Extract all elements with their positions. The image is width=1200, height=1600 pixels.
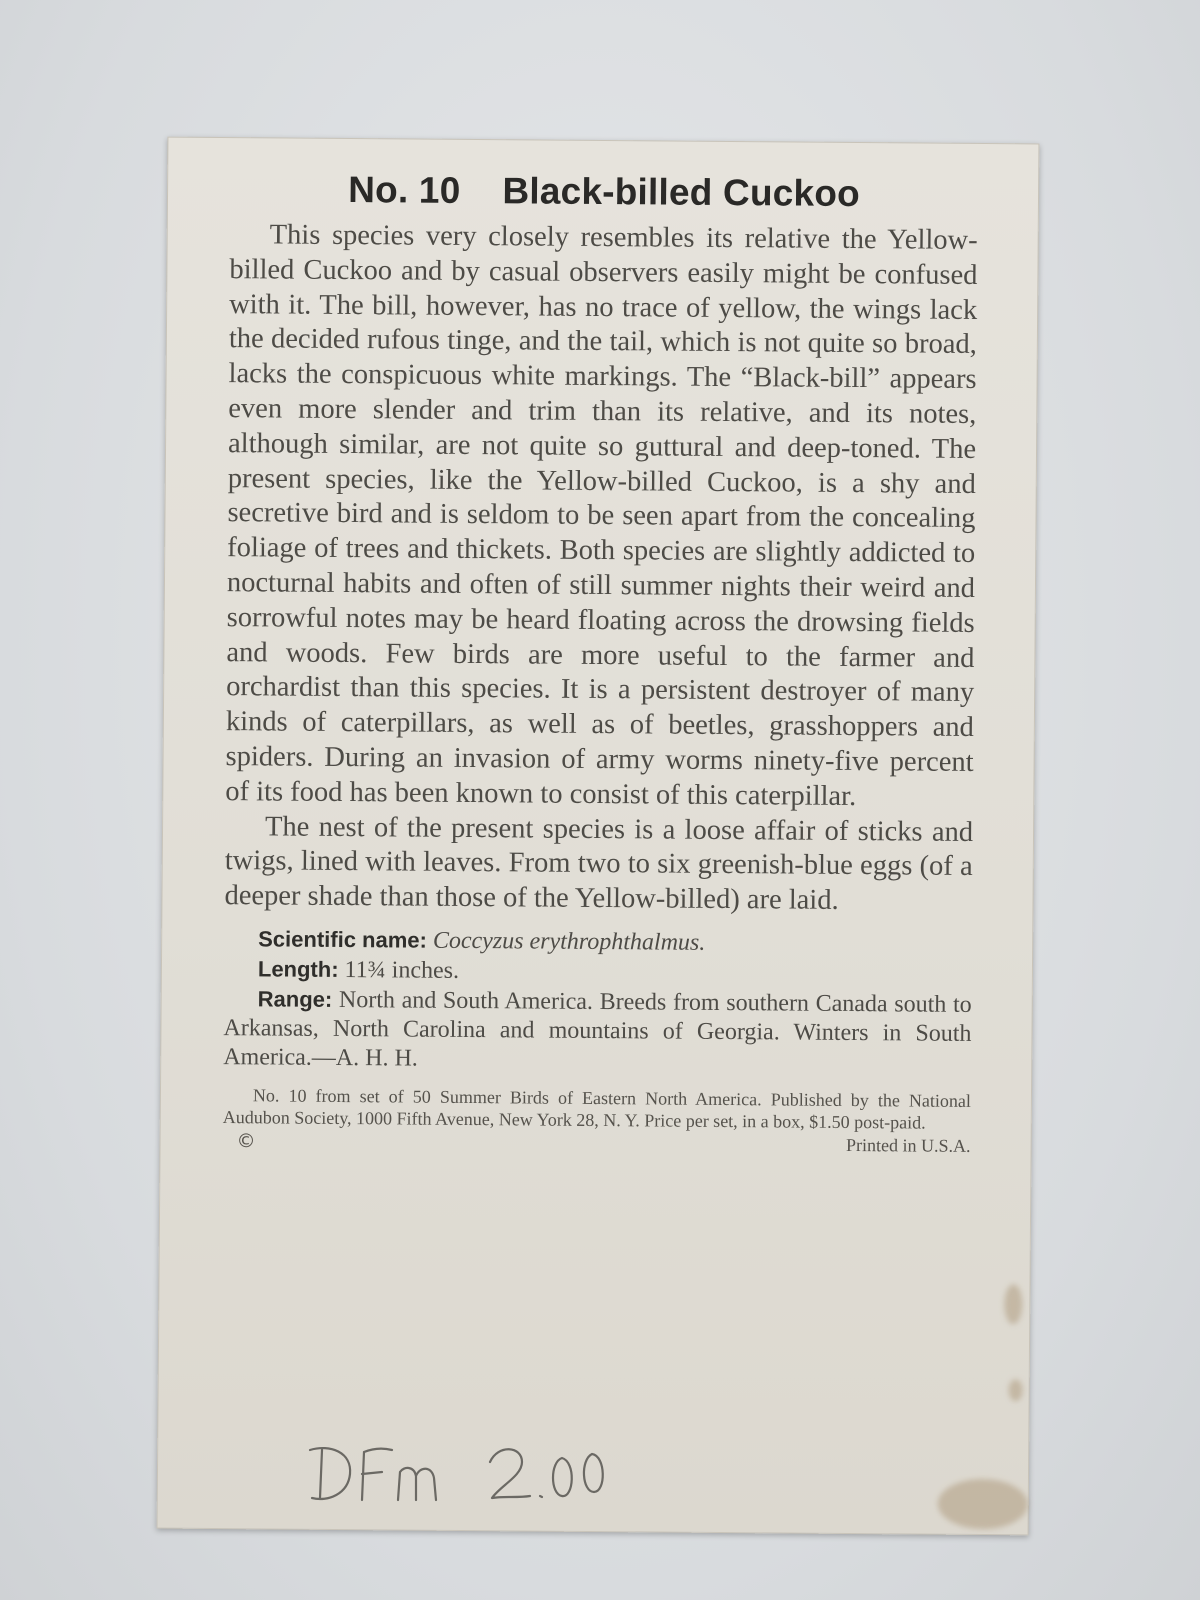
range-label: Range: — [257, 986, 333, 1012]
handwritten-price-note — [300, 1432, 640, 1512]
species-name: Black-billed Cuckoo — [502, 170, 861, 215]
paper-stain — [938, 1479, 1028, 1530]
copyright-icon: © — [236, 1130, 256, 1153]
paper-stain — [1004, 1284, 1022, 1324]
nest-paragraph: The nest of the present species is a loose affair of sticks and twigs, lined with leaves. From two to six greenish-blue eggs (of a deeper shade than those of the Yellow-billed) are laid. — [224, 810, 974, 917]
bottom-row — [222, 1130, 970, 1180]
card-title — [230, 168, 978, 216]
length-value: 11¾ inches. — [344, 956, 460, 984]
scientific-name-value: Coccyzus erythrophthalmus. — [432, 927, 706, 956]
card-content — [222, 168, 978, 1180]
printed-in-label: Printed in U.S.A. — [845, 1134, 971, 1156]
description-paragraph: This species very closely resembles its relative the Yellow-billed Cuckoo and by casual observers easily might be confused with it. The bill, however, has no trace of yellow, the wings lack the decided rufous tinge, and the tail, which is not quite so broad, lacks the conspicuous white markings. The “Black-bill” appears even more slender and trim than its relative, and its notes, although similar, are not quite so guttural and deep-toned. The present species, like the Yellow-billed Cuckoo, is a shy and secretive bird and is seldom to be seen apart from the concealing foliage of trees and thickets. Both species are slightly addicted to nocturnal habits and often of still summer nights their weird and sorrowful notes may be heard floating across the drowsing fields and woods. Few birds are more useful to the farmer and orchardist than this species. It is a persistent destroyer of many kinds of caterpillars, as well as of beetles, grasshoppers and spiders. During an invasion of army worms ninety-five percent of its food has been known to consist of this caterpillar. — [225, 219, 978, 812]
species-facts — [223, 924, 972, 1078]
length-label: Length: — [257, 956, 339, 982]
range-row — [223, 984, 972, 1078]
bird-card — [157, 137, 1040, 1536]
publisher-footer: No. 10 from set of 50 Summer Birds of Eastern North America. Published by the National Audubon Society, 1000 Fifth Avenue, New York 28, N. Y. Price per set, in a box, $1.50 post-paid. — [222, 1085, 972, 1133]
scientific-name-label: Scientific name: — [258, 926, 427, 953]
paper-stain — [1009, 1379, 1023, 1401]
card-number: No. 10 — [348, 169, 461, 211]
range-value: North and South America. Breeds from southern Canada south to Arkansas, North Carolina and mountains of Georgia. Winters in South America.—A. H. H. — [223, 986, 972, 1072]
